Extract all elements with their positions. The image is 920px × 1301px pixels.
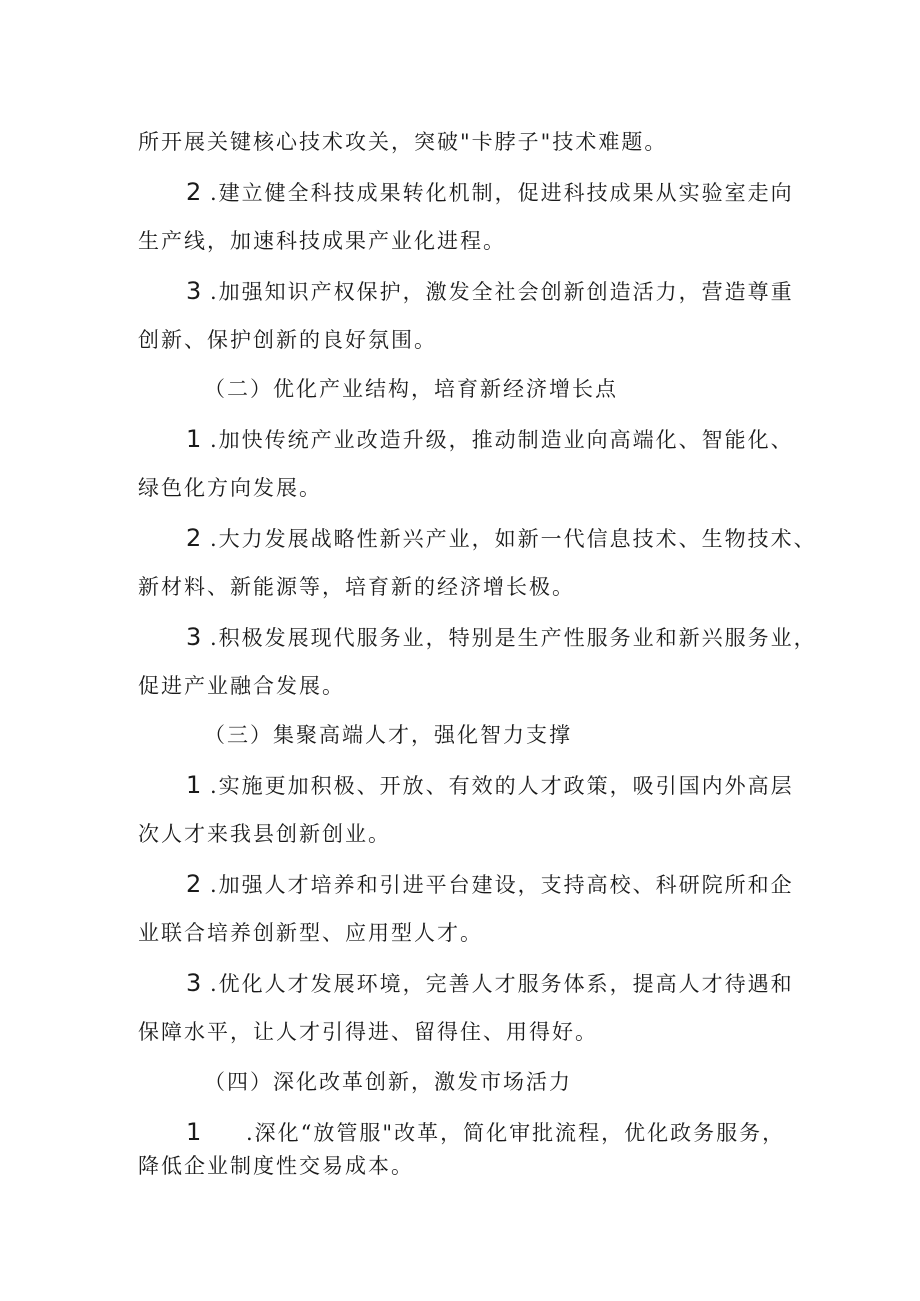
section-heading [204,374,864,404]
paragraph-line [138,819,798,849]
list-item-line [186,968,846,999]
paragraph-line [138,325,798,355]
line-text: .加强知识产权保护，激发全社会创新创造活力，营造尊重 [209,280,794,304]
list-number: 3 [186,969,202,997]
line-text: 保障水平，让人才引得进、留得住、用得好。 [138,1020,598,1044]
heading-text: （四）深化改革创新，激发市场活力 [204,1070,572,1094]
line-text: .深化“放管服"改革，简化审批流程，优化政务服务， [246,1121,786,1145]
line-text: .大力发展战略性新兴产业，如新一代信息技术、生物技术、 [209,527,817,551]
list-item-line [186,770,846,801]
paragraph-line [138,473,798,503]
line-text: 降低企业制度性交易成本。 [138,1154,414,1178]
list-item-line [186,177,846,208]
list-item-line [186,1117,846,1148]
list-number: 2 [186,870,202,898]
paragraph-line [138,918,798,948]
line-text: .实施更加积极、开放、有效的人才政策，吸引国内外高层 [209,774,794,798]
line-text: 业联合培养创新型、应用型人才。 [138,921,483,945]
list-number: 2 [186,524,202,552]
section-heading [204,720,864,750]
line-text: .积极发展现代服务业，特别是生产性服务业和新兴服务业， [209,626,817,650]
list-number: 1 [186,1118,202,1146]
line-text: 创新、保护创新的良好氛围。 [138,328,437,352]
list-number: 3 [186,623,202,651]
list-item-line [186,424,846,455]
line-text: .优化人才发展环境，完善人才服务体系，提高人才待遇和 [209,972,794,996]
paragraph-line [138,1017,798,1047]
section-heading [204,1067,864,1097]
line-text: 促进产业融合发展。 [138,674,345,698]
list-number: 1 [186,771,202,799]
line-text: .加快传统产业改造升级，推动制造业向高端化、智能化、 [209,428,794,452]
line-text: .加强人才培养和引进平台建设，支持高校、科研院所和企 [209,873,794,897]
paragraph-line [138,572,798,602]
line-text: 新材料、新能源等，培育新的经济增长极。 [138,575,575,599]
paragraph-line [138,1151,798,1181]
list-number: 1 [186,425,202,453]
paragraph-line [138,226,798,256]
line-text: 所开展关键核心技术攻关，突破"卡脖子"技术难题。 [138,130,668,154]
list-item-line [186,523,846,554]
line-text: .建立健全科技成果转化机制，促进科技成果从实验室走向 [209,181,794,205]
heading-text: （二）优化产业结构，培育新经济增长点 [204,377,618,401]
list-item-line [186,869,846,900]
list-item-line [186,622,846,653]
paragraph-line [138,127,798,157]
line-text: 绿色化方向发展。 [138,476,322,500]
heading-text: （三）集聚高端人才，强化智力支撑 [204,723,572,747]
list-item-line [186,276,846,307]
paragraph-line [138,671,798,701]
list-number: 3 [186,277,202,305]
line-text: 次人才来我县创新创业。 [138,822,391,846]
line-text: 生产线，加速科技成果产业化进程。 [138,229,506,253]
list-number: 2 [186,178,202,206]
